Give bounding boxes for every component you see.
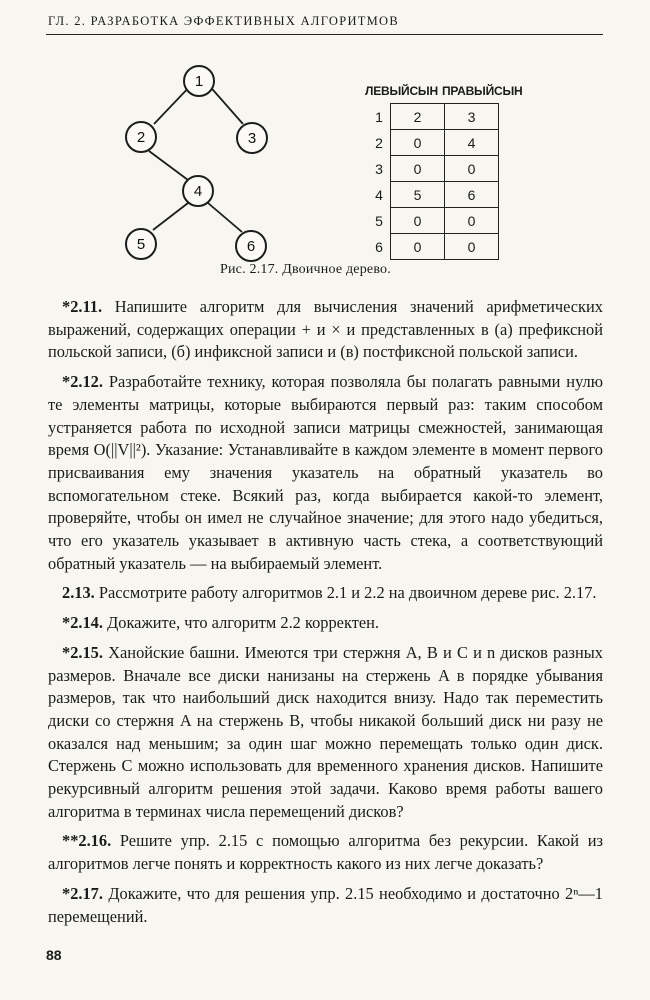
exercise-2-16 — [48, 830, 603, 875]
right-son-cell: 4 — [445, 130, 499, 156]
exercise-number: *2.17. — [62, 883, 103, 903]
exercise-number: *2.14. — [62, 613, 103, 633]
exercises — [48, 296, 603, 928]
table-row — [368, 156, 499, 182]
tree-edge-2-4 — [149, 151, 188, 180]
exercise-2-17 — [48, 883, 603, 928]
exercise-text: Рассмотрите работу алгоритмов 2.1 и 2.2 на двоичном дереве рис. 2.17. — [98, 583, 597, 603]
exercise-number: **2.16. — [62, 831, 112, 851]
right-son-cell: 0 — [445, 208, 499, 234]
running-header: ГЛ. 2. РАЗРАБОТКА ЭФФЕКТИВНЫХ АЛГОРИТМОВ — [48, 14, 399, 28]
table-row — [368, 130, 499, 156]
exercise-number: *2.11. — [62, 297, 103, 316]
row-index: 3 — [375, 160, 383, 177]
exercise-number: *2.15. — [62, 642, 103, 662]
exercise-2-11 — [48, 296, 603, 364]
children-table — [368, 103, 499, 260]
exercise-2-14 — [48, 612, 603, 635]
tree-node-6-label: 6 — [246, 238, 256, 255]
row-index: 2 — [375, 134, 383, 151]
exercise-2-15 — [48, 642, 603, 824]
right-son-cell: 6 — [445, 182, 499, 208]
binary-tree-diagram — [100, 55, 300, 270]
table-row — [368, 104, 499, 130]
exercise-text: Напишите алгоритм для вычисления значений арифметических выражений, содержащих операции + и × и представленных в (а) префиксной польской записи, (б) инфиксной записи и (в) постфиксной польской записи. — [48, 297, 603, 362]
exercise-text: Решите упр. 2.15 с помощью алгоритма без рекурсии. Какой из алгоритмов легче понять и корректность какого из них легче доказать? — [48, 831, 603, 874]
column-left-son: ЛЕВЫЙСЫН — [365, 84, 438, 98]
tree-edge-4-5 — [153, 203, 188, 230]
left-son-cell: 0 — [391, 156, 445, 182]
tree-node-4-label: 4 — [193, 183, 203, 200]
header-rule — [46, 34, 603, 35]
tree-node-1-label: 1 — [194, 73, 204, 90]
tree-edge-4-6 — [208, 203, 242, 232]
table-row — [368, 182, 499, 208]
left-son-cell: 0 — [391, 130, 445, 156]
right-son-cell: 0 — [445, 156, 499, 182]
left-son-cell: 0 — [391, 234, 445, 260]
exercise-2-12 — [48, 371, 603, 575]
left-son-cell: 0 — [391, 208, 445, 234]
exercise-2-13 — [48, 582, 603, 605]
exercise-number: *2.12. — [62, 372, 103, 392]
tree-node-5-label: 5 — [136, 236, 146, 253]
page-number: 88 — [46, 947, 62, 963]
exercise-text: Разработайте технику, которая позволяла бы полагать равными нулю те элементы матрицы, которые выбираются первый раз: таким способом устраняется работа по исходной записи матрицы смежностей, занимающая время O(||V||²). Указание: Устанавливайте в каждом элементе в момент первого присваивания ему значения указатель на обратный указатель во вспомогательном стеке. Всякий раз, когда выбирается какой-то элемент, проверяйте, чтобы он имел не случайное значение; для этого надо убедиться, что его указатель указывает в активную часть стека, а соответствующий обратный указатель — на выбираемый элемент. — [48, 372, 603, 573]
column-right-son: ПРАВЫЙСЫН — [441, 84, 523, 98]
tree-node-3-label: 3 — [247, 130, 257, 147]
exercise-text: Ханойские башни. Имеются три стержня A, B и C и n дисков разных размеров. Вначале все диски нанизаны на стержень A в порядке убывания размеров, так что наибольший диск находится внизу. Надо так переместить диски со стержня A на стержень B, чтобы никакой больший диск ни разу не оказался над меньшим; за один шаг можно перемещать только один диск. Стержень C можно использовать для временного хранения дисков. Напишите рекурсивный алгоритм решения этой задачи. Каково время работы вашего алгоритма в терминах числа перемещений дисков? — [48, 642, 603, 821]
left-son-cell: 5 — [391, 182, 445, 208]
row-index: 1 — [375, 108, 383, 125]
table-row — [368, 234, 499, 260]
row-index: 6 — [375, 238, 383, 255]
exercise-text: Докажите, что алгоритм 2.2 корректен. — [107, 613, 380, 633]
exercise-number: 2.13. — [62, 583, 95, 603]
table-header — [365, 84, 527, 98]
row-index: 4 — [375, 186, 383, 203]
row-index: 5 — [375, 212, 383, 229]
right-son-cell: 0 — [445, 234, 499, 260]
table-row — [368, 208, 499, 234]
exercise-text: Докажите, что для решения упр. 2.15 необходимо и достаточно 2ⁿ—1 перемещений. — [48, 883, 603, 926]
figure-caption: Рис. 2.17. Двоичное дерево. — [220, 262, 391, 277]
right-son-cell: 3 — [445, 104, 499, 130]
tree-node-2-label: 2 — [136, 129, 146, 146]
left-son-cell: 2 — [391, 104, 445, 130]
